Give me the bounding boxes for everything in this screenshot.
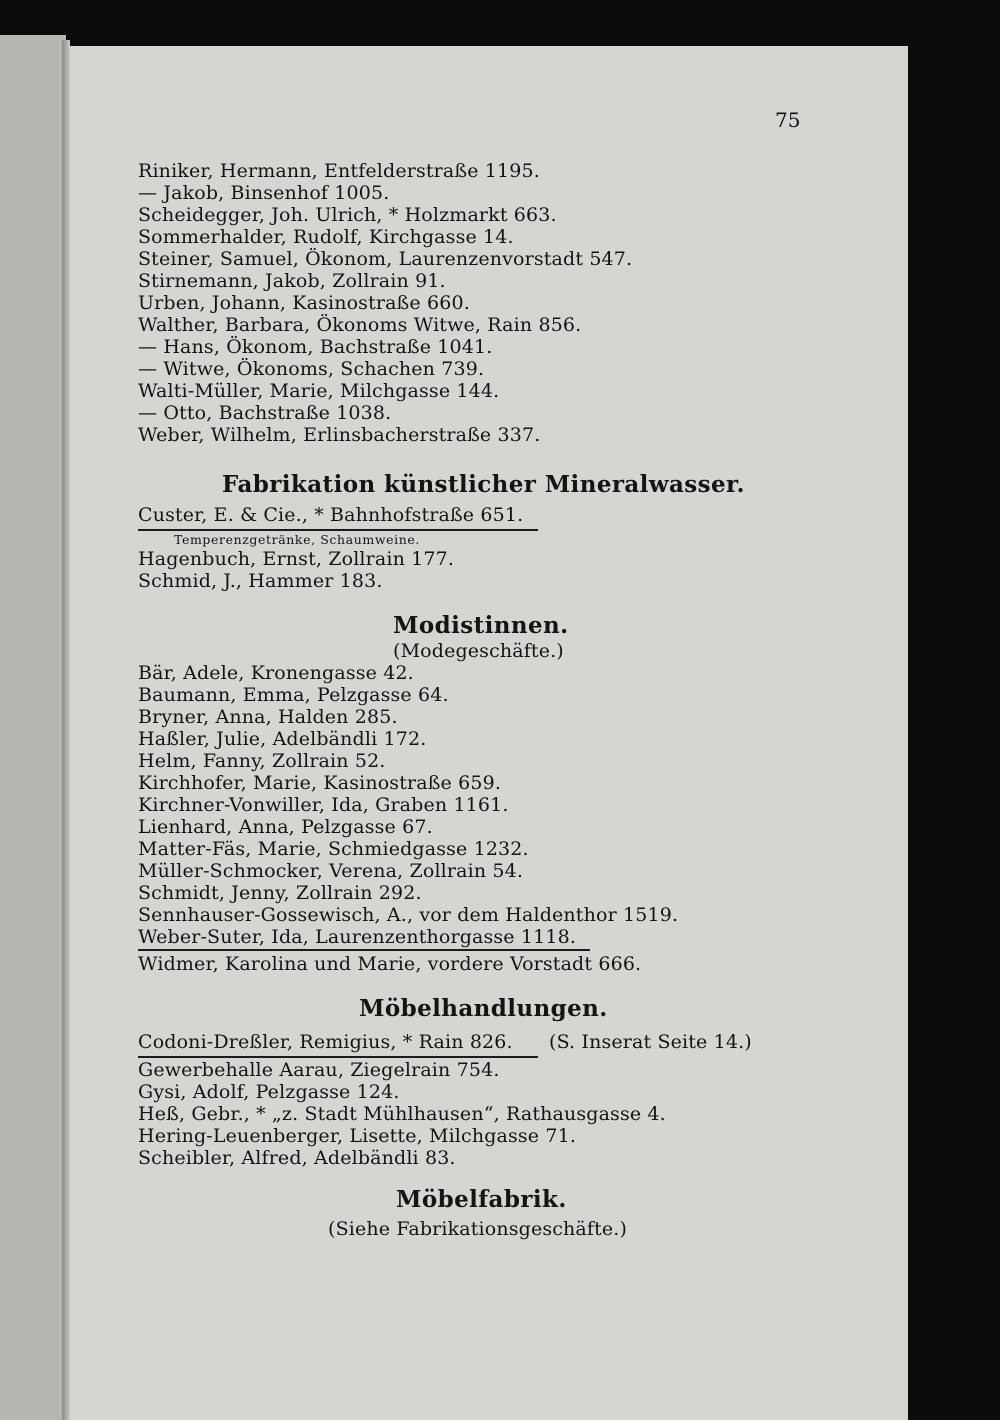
list-item: Steiner, Samuel, Ökonom, Laurenzenvorstadt 547. xyxy=(138,248,633,270)
list-item: Gewerbehalle Aarau, Ziegelrain 754. xyxy=(138,1059,500,1081)
list-item: Urben, Johann, Kasinostraße 660. xyxy=(138,292,470,314)
entry-rule xyxy=(138,1056,538,1058)
book-gutter xyxy=(62,40,70,1420)
list-item: Bär, Adele, Kronengasse 42. xyxy=(138,662,414,684)
list-item: Weber-Suter, Ida, Laurenzenthorgasse 1118. xyxy=(138,926,577,948)
list-item: Kirchner-Vonwiller, Ida, Graben 1161. xyxy=(138,794,509,816)
list-item: Sommerhalder, Rudolf, Kirchgasse 14. xyxy=(138,226,514,248)
list-item: Schmidt, Jenny, Zollrain 292. xyxy=(138,882,422,904)
section-subheading: (Modegeschäfte.) xyxy=(393,640,564,662)
section-heading-moebelfabrik: Möbelfabrik. xyxy=(396,1186,567,1213)
entry-note: (S. Inserat Seite 14.) xyxy=(549,1031,752,1053)
list-item: Müller-Schmocker, Verena, Zollrain 54. xyxy=(138,860,524,882)
section-note: (Siehe Fabrikationsgeschäfte.) xyxy=(328,1218,628,1240)
page-number: 75 xyxy=(775,108,801,132)
list-item: — Otto, Bachstraße 1038. xyxy=(138,402,392,424)
featured-entry: Custer, E. & Cie., * Bahnhofstraße 651. xyxy=(138,504,524,526)
list-item: Scheibler, Alfred, Adelbändli 83. xyxy=(138,1147,456,1169)
list-item: — Witwe, Ökonoms, Schachen 739. xyxy=(138,358,485,380)
list-item: Lienhard, Anna, Pelzgasse 67. xyxy=(138,816,433,838)
entry-rule xyxy=(138,949,590,951)
list-item: Bryner, Anna, Halden 285. xyxy=(138,706,398,728)
list-item: Haßler, Julie, Adelbändli 172. xyxy=(138,728,427,750)
list-item: — Jakob, Binsenhof 1005. xyxy=(138,182,390,204)
featured-entry: Codoni-Dreßler, Remigius, * Rain 826. xyxy=(138,1031,513,1053)
directory-page xyxy=(70,46,908,1420)
list-item: Weber, Wilhelm, Erlinsbacherstraße 337. xyxy=(138,424,541,446)
list-item: Hagenbuch, Ernst, Zollrain 177. xyxy=(138,548,455,570)
list-item: Riniker, Hermann, Entfelderstraße 1195. xyxy=(138,160,540,182)
boxed-entry: Widmer, Karolina und Marie, vordere Vorstadt 666. xyxy=(138,953,642,975)
section-heading-modistinnen: Modistinnen. xyxy=(393,612,569,639)
list-item: Walther, Barbara, Ökonoms Witwe, Rain 856. xyxy=(138,314,582,336)
list-item: Sennhauser-Gossewisch, A., vor dem Haldenthor 1519. xyxy=(138,904,679,926)
list-item: — Hans, Ökonom, Bachstraße 1041. xyxy=(138,336,493,358)
list-item: Matter-Fäs, Marie, Schmiedgasse 1232. xyxy=(138,838,529,860)
list-item: Scheidegger, Joh. Ulrich, * Holzmarkt 663. xyxy=(138,204,557,226)
list-item: Gysi, Adolf, Pelzgasse 124. xyxy=(138,1081,400,1103)
entry-rule xyxy=(138,529,538,531)
list-item: Kirchhofer, Marie, Kasinostraße 659. xyxy=(138,772,502,794)
list-item: Stirnemann, Jakob, Zollrain 91. xyxy=(138,270,446,292)
list-item: Baumann, Emma, Pelzgasse 64. xyxy=(138,684,449,706)
left-page-edge xyxy=(0,35,66,1420)
section-heading-mineralwasser: Fabrikation künstlicher Mineralwasser. xyxy=(222,471,745,498)
section-heading-moebelhandlungen: Möbelhandlungen. xyxy=(359,995,608,1022)
list-item: Helm, Fanny, Zollrain 52. xyxy=(138,750,386,772)
entry-note: Temperenzgetränke, Schaumweine. xyxy=(174,532,420,547)
list-item: Walti-Müller, Marie, Milchgasse 144. xyxy=(138,380,500,402)
list-item: Schmid, J., Hammer 183. xyxy=(138,570,383,592)
list-item: Heß, Gebr., * „z. Stadt Mühlhausen“, Rathausgasse 4. xyxy=(138,1103,666,1125)
list-item: Hering-Leuenberger, Lisette, Milchgasse 71. xyxy=(138,1125,577,1147)
